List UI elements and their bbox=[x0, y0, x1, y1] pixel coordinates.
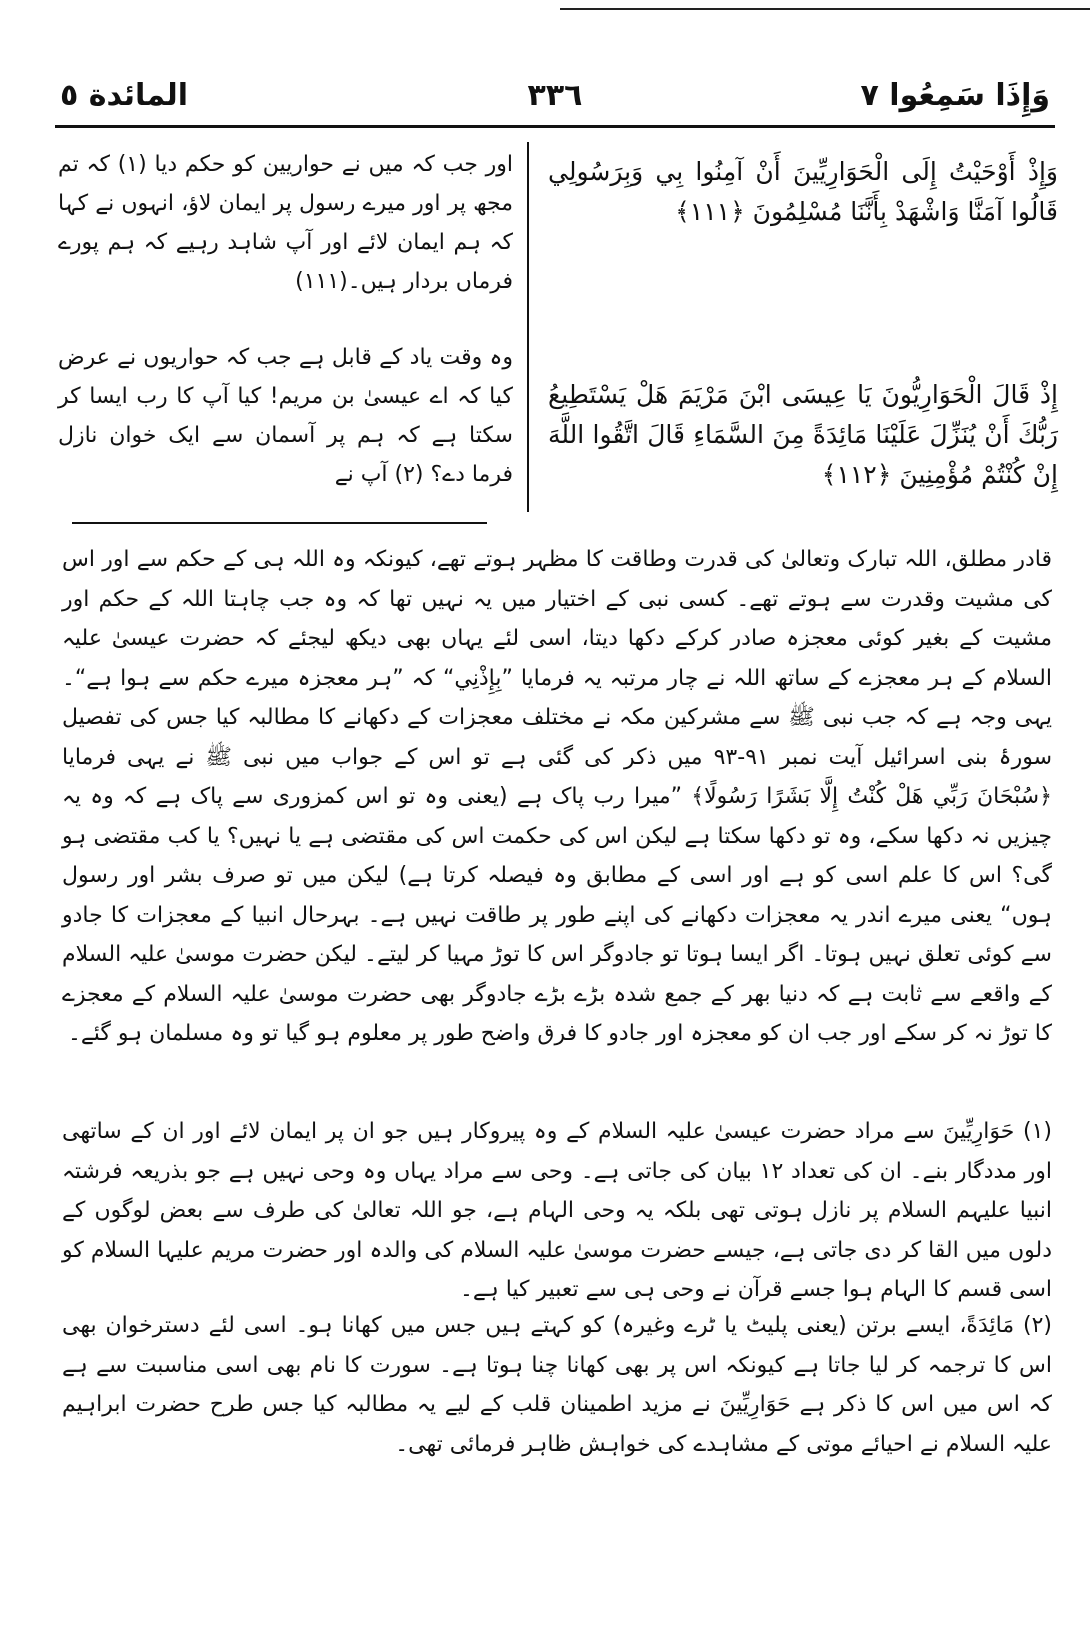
ayah-112-arabic: إِذْ قَالَ الْحَوَارِيُّونَ يَا عِيسَى ابْنَ مَرْيَمَ هَلْ يَسْتَطِيعُ رَبُّكَ أَنْ يُنَزِّلَ عَلَيْنَا مَائِدَةً مِنَ السَّمَاءِ قَالَ اتَّقُوا اللَّهَ إِنْ كُنْتُمْ مُؤْمِنِينَ ﴿١١٢﴾ bbox=[548, 380, 1058, 489]
ayah-111-arabic: وَإِذْ أَوْحَيْتُ إِلَى الْحَوَارِيِّينَ أَنْ آمِنُوا بِي وَبِرَسُولِي قَالُوا آمَنَّا وَاشْهَدْ بِأَنَّنَا مُسْلِمُونَ ﴿١١١﴾ bbox=[548, 157, 1058, 226]
footnote-1: (١) حَوَارِيِّينَ سے مراد حضرت عیسیٰ علیہ السلام کے وہ پیروکار ہیں جو ان پر ایمان لائے اور ان کے ساتھی اور مددگار بنے۔ ان کی تعداد ١٢ بیان کی جاتی ہے۔ وحی سے مراد یہاں وہ وحی نہیں ہے جو بذریعہ فرشتہ انبیا علیہم السلام پر نازل ہوتی تھی بلکہ یہ وحی الہام ہے، جو اللہ تعالیٰ کی طرف سے بعض لوگوں کے دلوں میں القا کر دی جاتی ہے، جیسے حضرت موسیٰ علیہ السلام کی والدہ اور حضرت مریم علیہا السلام کو اسی قسم کا الہام ہوا جسے قرآن نے وحی ہی سے تعبیر کیا ہے۔ bbox=[62, 1119, 1052, 1302]
column-divider bbox=[527, 142, 529, 512]
page-header bbox=[60, 78, 1050, 126]
footnote-2: (٢) مَائِدَةً، ایسے برتن (یعنی پلیٹ یا ٹرے وغیرہ) کو کہتے ہیں جس میں کھانا ہو۔ اسی لئے دسترخوان بھی اس کا ترجمہ کر لیا جاتا ہے کیونکہ اس پر بھی کھانا چنا ہوتا ہے۔ سورت کا نام بھی اسی مناسبت سے ہے کہ اس میں اس کا ذکر ہے حَوَارِيِّينَ نے مزید اطمینان قلب کے لیے یہ مطالبہ کیا جس طرح حضرت ابراہیم علیہ السلام نے احیائے موتی کے مشاہدے کی خواہش ظاہر فرمائی تھی۔ bbox=[62, 1313, 1052, 1457]
ayah-112-translation: وہ وقت یاد کے قابل ہے جب کہ حواریوں نے عرض کیا کہ اے عیسیٰ بن مریم! کیا آپ کا رب ایسا کر سکتا ہے کہ ہم پر آسمان سے ایک خوان نازل فرما دے؟ (٢) آپ نے bbox=[58, 345, 513, 487]
top-border-line bbox=[560, 8, 1090, 10]
page-number: ٣٣٦ bbox=[527, 78, 583, 113]
surah-title: المائدة ٥ bbox=[60, 78, 188, 113]
juz-title: وَإِذَا سَمِعُوا ٧ bbox=[860, 78, 1050, 113]
notes-divider bbox=[72, 522, 487, 524]
ayah-111-translation: اور جب کہ میں نے حواریین کو حکم دیا (١) کہ تم مجھ پر اور میرے رسول پر ایمان لاؤ، انہوں نے کہا کہ ہم ایمان لائے اور آپ شاہد رہیے کہ ہم پورے فرماں بردار ہیں۔(١١١) bbox=[58, 152, 513, 294]
commentary-text: قادر مطلق، اللہ تبارک وتعالیٰ کی قدرت وطاقت کا مظہر ہوتے تھے، کیونکہ وہ اللہ ہی کے حکم سے اور اس کی مشیت وقدرت سے ہوتے تھے۔ کسی نبی کے اختیار میں یہ نہیں تھا کہ وہ جب چاہتا اللہ کے حکم اور مشیت کے بغیر کوئی معجزہ صادر کرکے دکھا دیتا، اسی لئے یہاں بھی دیکھ لیجئے کہ حضرت عیسیٰ علیہ السلام کے ہر معجزے کے ساتھ اللہ نے چار مرتبہ یہ فرمایا ”بِإِذْنِي“ کہ ”ہر معجزہ میرے حکم سے ہوا ہے“۔ یہی وجہ ہے کہ جب نبی ﷺ سے مشرکین مکہ نے مختلف معجزات کے دکھانے کا مطالبہ کیا جس کی تفصیل سورۂ بنی اسرائیل آیت نمبر ٩١-٩٣ میں ذکر کی گئی ہے تو اس کے جواب میں نبی ﷺ نے یہی فرمایا ﴿سُبْحَانَ رَبِّي هَلْ كُنْتُ إِلَّا بَشَرًا رَسُولًا﴾ ”میرا رب پاک ہے (یعنی وہ تو اس کمزوری سے پاک ہے کہ وہ یہ چیزیں نہ دکھا سکے، وہ تو دکھا سکتا ہے لیکن اس کی حکمت اس کی مقتضی ہے یا نہیں؟ یا کب مقتضی ہو گی؟ اس کا علم اسی کو ہے اور اسی کے مطابق وہ فیصلہ کرتا ہے) لیکن میں تو صرف بشر اور رسول ہوں“ یعنی میرے اندر یہ معجزات دکھانے کی اپنے طور پر طاقت نہیں ہے۔ بہرحال انبیا کے معجزات کا جادو سے کوئی تعلق نہیں ہوتا۔ اگر ایسا ہوتا تو جادوگر اس کا توڑ مہیا کر لیتے۔ لیکن حضرت موسیٰ علیہ السلام کے واقعے سے ثابت ہے کہ دنیا بھر کے جمع شدہ بڑے بڑے جادوگر بھی حضرت موسیٰ علیہ السلام کے معجزے کا توڑ نہ کر سکے اور جب ان کو معجزہ اور جادو کا فرق واضح طور پر معلوم ہو گیا تو وہ مسلمان ہو گئے۔ bbox=[62, 547, 1053, 1046]
header-divider bbox=[55, 125, 1055, 128]
